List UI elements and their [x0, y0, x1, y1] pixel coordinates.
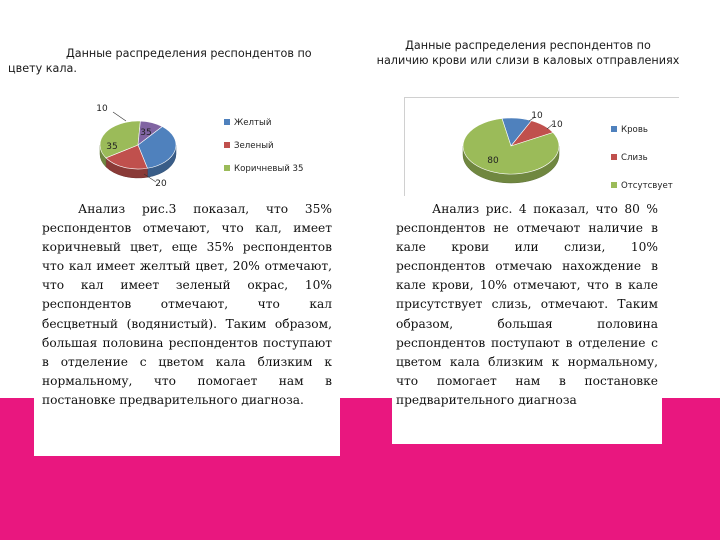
left-chart-leader-line-3 [113, 112, 126, 121]
left-chart-legend-swatch-1 [224, 142, 230, 148]
right-chart-legend-swatch-2 [611, 182, 617, 188]
right-analysis-card [392, 196, 662, 444]
right-chart-legend-swatch-0 [611, 126, 617, 132]
right-chart-legend-label-1: Слизь [621, 153, 648, 163]
right-chart-legend-swatch-1 [611, 154, 617, 160]
left-heading-line1: Данные распределения респондентов по [66, 47, 312, 60]
left-chart-legend-label-2: Коричневый 35 [234, 164, 304, 174]
left-heading-line2: цвету кала. [8, 62, 77, 75]
left-chart-legend-label-0: Желтый [234, 118, 272, 128]
left-chart-legend-swatch-0 [224, 119, 230, 125]
left-chart-data-label-3: 10 [96, 104, 108, 114]
right-chart-data-label-0: 10 [531, 111, 543, 121]
left-chart-data-label-0: 35 [140, 128, 152, 138]
right-heading [348, 38, 708, 68]
right-heading-line2: наличию крови или слизи в каловых отправлениях [376, 54, 680, 67]
left-chart-legend-swatch-2 [224, 165, 230, 171]
left-analysis-text: Анализ рис.3 показал, что 35% респондентов отмечают, что кал, имеет коричневый цвет, еще 35% респондентов что кал имеет желтый цвет, 20% отмечают, что кал имеет зеленый окрас, 10% респондентов отмечают, что кал бесцветный (водянистый). Таким образом, большая половина респондентов поступают в отделение с цветом кала близким к нормальному, что помогает нам в постановке предварительного диагноза. [42, 202, 332, 407]
left-heading [8, 46, 338, 76]
right-chart-legend-label-0: Кровь [621, 125, 648, 135]
stool-color-chart [88, 98, 314, 194]
stool-color-chart-svg [88, 98, 314, 194]
left-chart-data-label-1: 20 [155, 179, 167, 189]
right-chart-legend-label-2: Отсутсвует [621, 181, 673, 191]
left-analysis-card [34, 196, 340, 456]
right-analysis-text: Анализ рис. 4 показал, что 80 % респондентов не отмечают наличие в кале крови или слизи, 10% респондентов отмечаю нахождение в кале крови, 10% отмечают, что в кале присутствует слизь, отмечают. Таким образом, большая половина респондентов поступают в отделение с цветом кала близким к нормальному, что помогает нам в постановке предварительного диагноза [396, 202, 658, 407]
left-chart-data-label-2: 35 [106, 142, 118, 152]
blood-mucus-chart [404, 97, 679, 198]
right-chart-data-label-2: 80 [487, 156, 499, 166]
right-heading-line1: Данные распределения респондентов по [405, 39, 651, 52]
right-chart-data-label-1: 10 [551, 120, 563, 130]
left-chart-legend-label-1: Зеленый [234, 141, 274, 151]
blood-mucus-chart-svg [405, 98, 679, 198]
